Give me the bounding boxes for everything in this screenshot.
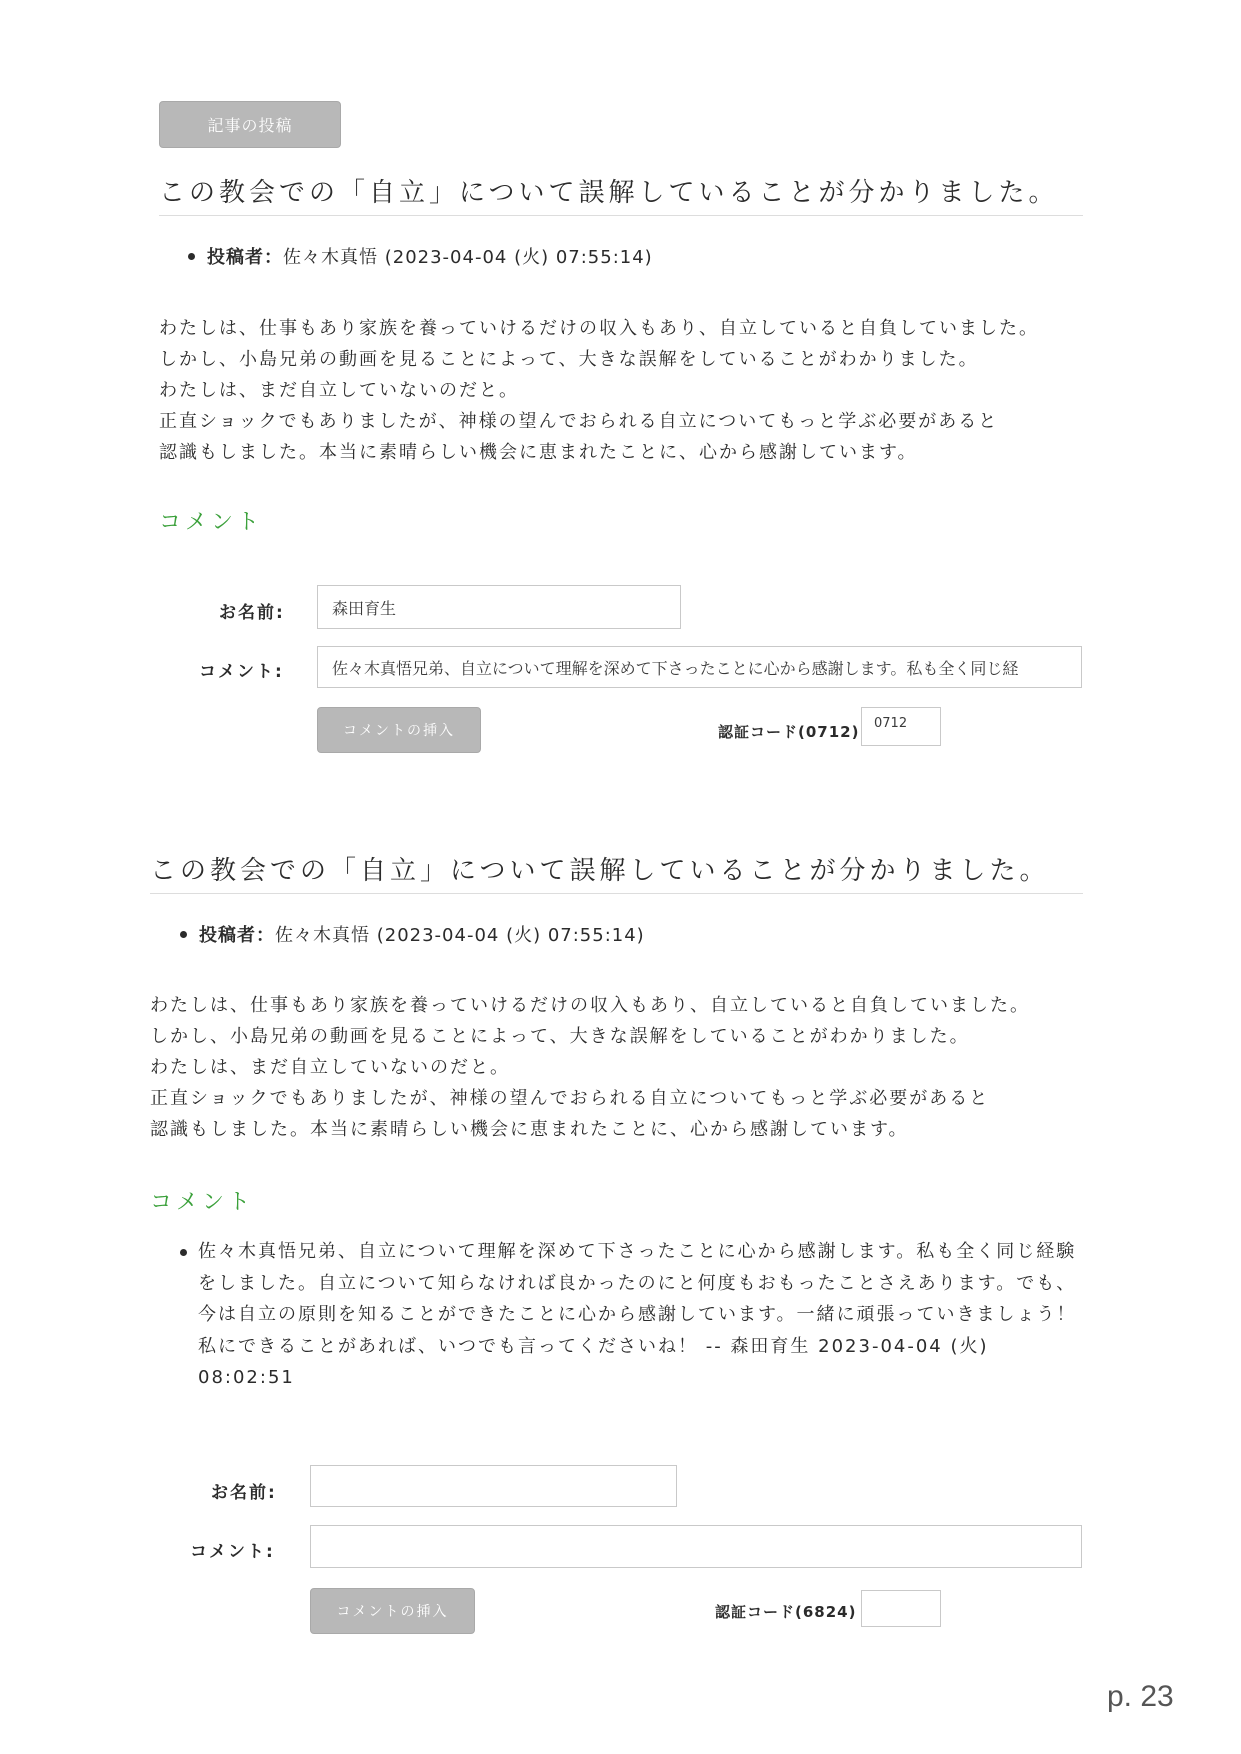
- article-title: この教会での「自立」について誤解していることが分かりました。: [159, 172, 1083, 216]
- bullet: [180, 1249, 187, 1256]
- article-2: [150, 850, 1083, 894]
- article-meta: [188, 243, 653, 269]
- bullet: [180, 931, 187, 938]
- author-value: 佐々木真悟 (2023-04-04 (火) 07:55:14): [283, 247, 653, 268]
- name-label: お名前:: [219, 603, 285, 623]
- body-line: 正直ショックでもありましたが、神様の望んでおられる自立についてもっと学ぶ必要があると: [150, 1088, 990, 1109]
- body-line: 認識もしました。本当に素晴らしい機会に恵まれたことに、心から感謝しています。: [159, 442, 918, 463]
- auth-code-label: 認証コード(0712): [718, 723, 860, 741]
- article-body: [159, 313, 1039, 468]
- auth-code-input[interactable]: 0712: [861, 707, 941, 746]
- comment-heading: コメント: [150, 1190, 255, 1215]
- page-number: p. 23: [1107, 1680, 1174, 1713]
- article-body: [150, 990, 1030, 1145]
- body-line: わたしは、まだ自立していないのだと。: [150, 1057, 510, 1078]
- comment-input[interactable]: [310, 1525, 1082, 1568]
- name-label: お名前:: [211, 1483, 277, 1503]
- comment-heading: コメント: [159, 510, 264, 535]
- author-value: 佐々木真悟 (2023-04-04 (火) 07:55:14): [275, 925, 645, 946]
- auth-code-label: 認証コード(6824): [715, 1603, 857, 1621]
- comment-label: コメント:: [190, 1542, 275, 1562]
- body-line: わたしは、仕事もあり家族を養っていけるだけの収入もあり、自立していると自負していました。: [159, 318, 1039, 339]
- name-input[interactable]: 森田育生: [317, 585, 681, 629]
- comment-text: 佐々木真悟兄弟、自立について理解を深めて下さったことに心から感謝します。私も全く同じ経験をしました。自立について知らなければ良かったのにと何度もおもったことさえあります。でも、今は自立の原則を知ることができたことに心から感謝しています。一緒に頑張っていきましょう！私にできることがあれば、いつでも言ってくださいね！ -- 森田育生 2023-04-04 (火) 08:02:51: [198, 1241, 1077, 1388]
- auth-code-input[interactable]: [861, 1590, 941, 1627]
- name-input[interactable]: [310, 1465, 677, 1507]
- insert-comment-button[interactable]: コメントの挿入: [310, 1588, 475, 1634]
- comment-input[interactable]: 佐々木真悟兄弟、自立について理解を深めて下さったことに心から感謝します。私も全く同じ経: [317, 646, 1082, 688]
- post-article-button[interactable]: 記事の投稿: [159, 101, 341, 148]
- insert-comment-button[interactable]: コメントの挿入: [317, 707, 481, 753]
- body-line: しかし、小島兄弟の動画を見ることによって、大きな誤解をしていることがわかりました。: [159, 349, 979, 370]
- bullet: [188, 253, 195, 260]
- comment-list-item: [198, 1236, 1083, 1394]
- body-line: しかし、小島兄弟の動画を見ることによって、大きな誤解をしていることがわかりました。: [150, 1026, 970, 1047]
- body-line: わたしは、仕事もあり家族を養っていけるだけの収入もあり、自立していると自負していました。: [150, 995, 1030, 1016]
- comment-label: コメント:: [199, 662, 284, 682]
- article-title: この教会での「自立」について誤解していることが分かりました。: [150, 850, 1083, 894]
- body-line: わたしは、まだ自立していないのだと。: [159, 380, 519, 401]
- author-label: 投稿者：: [207, 247, 283, 268]
- article-1: [159, 172, 1083, 216]
- body-line: 正直ショックでもありましたが、神様の望んでおられる自立についてもっと学ぶ必要があると: [159, 411, 999, 432]
- body-line: 認識もしました。本当に素晴らしい機会に恵まれたことに、心から感謝しています。: [150, 1119, 909, 1140]
- article-meta: [180, 921, 645, 947]
- author-label: 投稿者：: [199, 925, 275, 946]
